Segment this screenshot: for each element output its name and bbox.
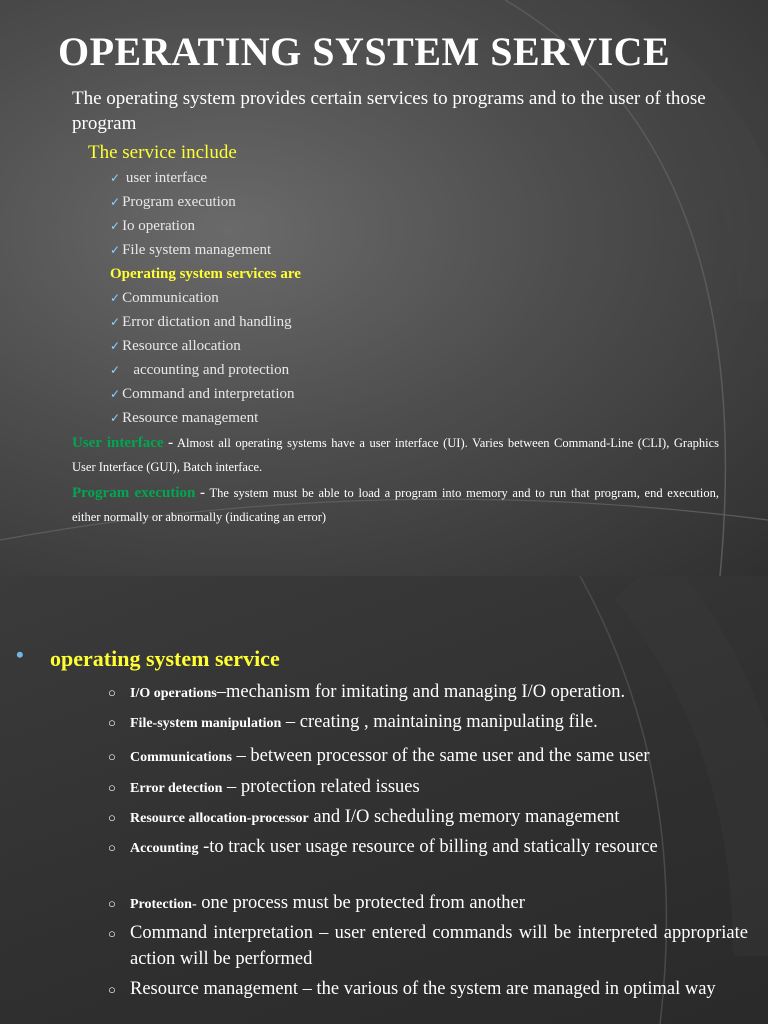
list-item: ○ File-system manipulation – creating , maintaining manipulating file.	[108, 710, 748, 744]
list-item: ○ Command interpretation – user entered commands will be interpreted appropriate action will be performed	[108, 923, 748, 969]
circle-bullet-icon: ○	[108, 982, 116, 997]
program-execution-paragraph: Program execution - The system must be able to load a program into memory and to run that program, end execution, either normally or abnormally (indicating an error)	[72, 485, 719, 524]
check-icon: ✓	[110, 243, 121, 257]
slide-title: OPERATING SYSTEM SERVICE	[58, 29, 671, 74]
os-service-list	[108, 680, 748, 1024]
circle-bullet-icon: ○	[108, 896, 116, 911]
list-item: ○ Communications – between processor of the same user and the same user	[108, 744, 748, 775]
check-icon: ✓	[110, 171, 121, 185]
list-item: ✓ File system management	[110, 242, 272, 258]
circle-bullet-icon: ○	[108, 810, 116, 825]
list-item: ✓ Io operation	[110, 218, 195, 234]
section-heading: • operating system service	[16, 642, 280, 671]
list-item: ○ Resource allocation-processor and I/O scheduling memory management	[108, 805, 748, 835]
list-item: ✓ Resource management	[110, 410, 259, 426]
circle-bullet-icon: ○	[108, 715, 116, 730]
list-item: ○ Protection- one process must be protected from another	[108, 891, 748, 921]
circle-bullet-icon: ○	[108, 926, 116, 941]
check-icon: ✓	[110, 195, 121, 209]
circle-bullet-icon: ○	[108, 840, 116, 855]
list-item: ✓ Communication	[110, 290, 219, 306]
list-item: ✓ Command and interpretation	[110, 386, 295, 402]
slide-2	[0, 576, 768, 1024]
check-icon: ✓	[110, 339, 121, 353]
user-interface-paragraph: User interface - Almost all operating systems have a user interface (UI). Varies between Command-Line (CLI), Graphics User Interface (GUI), Batch interface.	[72, 435, 720, 474]
check-icon: ✓	[110, 363, 121, 377]
term-label: User interface	[72, 435, 164, 451]
term-label: Program execution	[72, 485, 196, 501]
list-item: ✓ accounting and protection	[110, 362, 290, 378]
check-icon: ✓	[110, 291, 121, 305]
list-item: ✓ user interface	[110, 170, 208, 186]
list-item: ○ Error detection – protection related issues	[108, 775, 748, 805]
service-heading: The service include	[88, 142, 237, 163]
list-item: ✓ Program execution	[110, 194, 236, 210]
paragraph-text: Almost all operating systems have a user interface (UI). Varies between Command-Line (CLI), Graphics User Interface (GUI), Batch interface.	[72, 436, 720, 474]
intro-text: The operating system provides certain services to programs and to the user of those program	[72, 88, 706, 134]
check-icon: ✓	[110, 411, 121, 425]
circle-bullet-icon: ○	[108, 749, 116, 764]
check-icon: ✓	[110, 315, 121, 329]
circle-bullet-icon: ○	[108, 685, 116, 700]
check-icon: ✓	[110, 219, 121, 233]
list-item: ○ Accounting -to track user usage resource of billing and statically resource	[108, 835, 748, 891]
list-item: ✓ Resource allocation	[110, 338, 241, 354]
list-item: ○ I/O operations–mechanism for imitating and managing I/O operation.	[108, 680, 748, 710]
paragraph-text: The system must be able to load a program into memory and to run that program, end execution, either normally or abnormally (indicating an error)	[72, 486, 719, 524]
check-icon: ✓	[110, 387, 121, 401]
list-item: ○ Resource management – the various of the system are managed in optimal way	[108, 977, 748, 1024]
service-list	[110, 166, 301, 430]
circle-bullet-icon: ○	[108, 780, 116, 795]
list-item: ✓ Error dictation and handling	[110, 314, 292, 330]
os-services-heading: Operating system services are	[110, 266, 301, 282]
bullet-dot-icon: •	[16, 642, 24, 667]
